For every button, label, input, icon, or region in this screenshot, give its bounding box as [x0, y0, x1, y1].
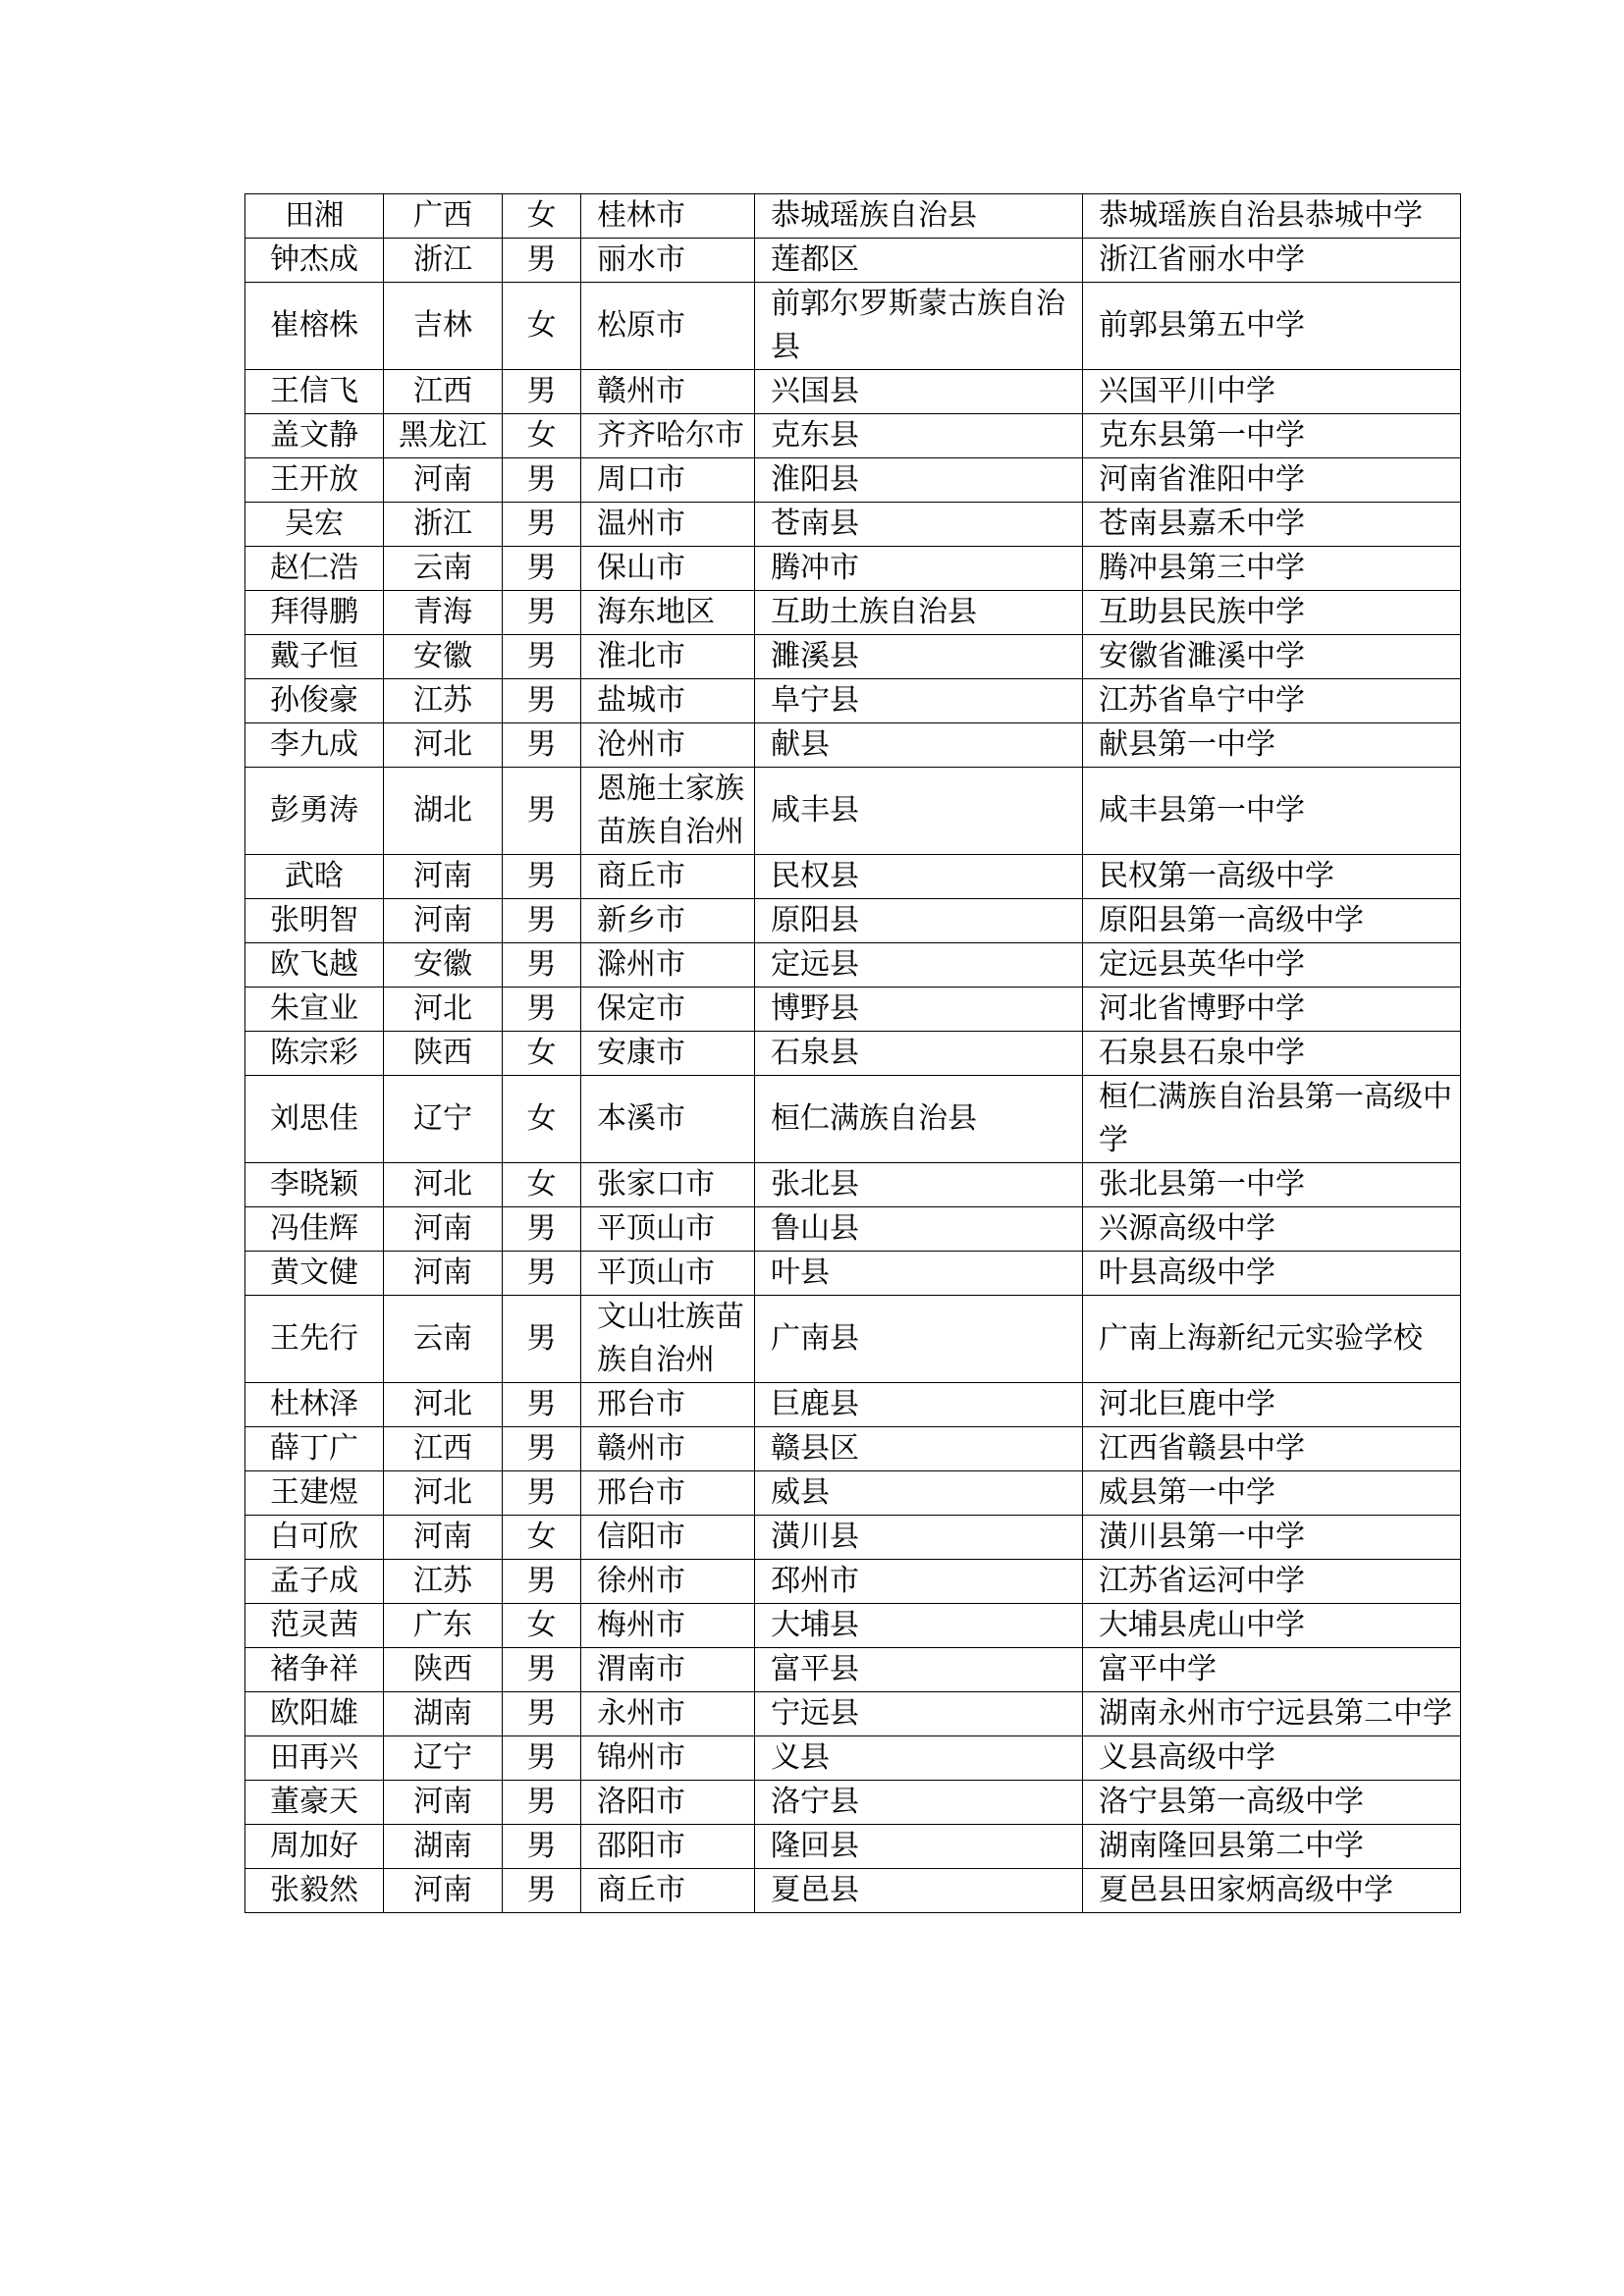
school-cell: 兴源高级中学 — [1083, 1207, 1461, 1252]
school-cell: 威县第一中学 — [1083, 1471, 1461, 1516]
table-row — [245, 899, 1461, 943]
province-cell: 陕西 — [384, 1648, 503, 1692]
table-row — [245, 988, 1461, 1032]
city-cell: 温州市 — [581, 503, 755, 547]
county-cell: 叶县 — [755, 1252, 1083, 1296]
school-cell: 克东县第一中学 — [1083, 414, 1461, 458]
student-name-cell: 白可欣 — [245, 1516, 384, 1560]
school-cell: 潢川县第一中学 — [1083, 1516, 1461, 1560]
gender-cell: 男 — [503, 1296, 581, 1383]
county-cell: 邳州市 — [755, 1560, 1083, 1604]
student-roster-table — [244, 193, 1461, 1913]
school-cell: 安徽省濉溪中学 — [1083, 635, 1461, 679]
county-cell: 潢川县 — [755, 1516, 1083, 1560]
student-name-cell: 杜林泽 — [245, 1383, 384, 1427]
province-cell: 河南 — [384, 458, 503, 503]
province-cell: 河南 — [384, 855, 503, 899]
school-cell: 民权第一高级中学 — [1083, 855, 1461, 899]
gender-cell: 男 — [503, 1427, 581, 1471]
gender-cell: 女 — [503, 194, 581, 239]
student-name-cell: 薛丁广 — [245, 1427, 384, 1471]
school-cell: 前郭县第五中学 — [1083, 283, 1461, 370]
student-name-cell: 孙俊豪 — [245, 679, 384, 723]
province-cell: 黑龙江 — [384, 414, 503, 458]
school-cell: 桓仁满族自治县第一高级中学 — [1083, 1076, 1461, 1163]
city-cell: 邵阳市 — [581, 1825, 755, 1869]
county-cell: 博野县 — [755, 988, 1083, 1032]
student-name-cell: 张毅然 — [245, 1869, 384, 1913]
city-cell: 商丘市 — [581, 1869, 755, 1913]
student-name-cell: 彭勇涛 — [245, 768, 384, 855]
gender-cell: 女 — [503, 1076, 581, 1163]
city-cell: 梅州市 — [581, 1604, 755, 1648]
student-name-cell: 刘思佳 — [245, 1076, 384, 1163]
gender-cell: 男 — [503, 1781, 581, 1825]
school-cell: 广南上海新纪元实验学校 — [1083, 1296, 1461, 1383]
table-row — [245, 1825, 1461, 1869]
county-cell: 赣县区 — [755, 1427, 1083, 1471]
county-cell: 石泉县 — [755, 1032, 1083, 1076]
county-cell: 前郭尔罗斯蒙古族自治县 — [755, 283, 1083, 370]
student-name-cell: 盖文静 — [245, 414, 384, 458]
student-name-cell: 武晗 — [245, 855, 384, 899]
province-cell: 安徽 — [384, 635, 503, 679]
table-row — [245, 768, 1461, 855]
city-cell: 邢台市 — [581, 1383, 755, 1427]
province-cell: 江苏 — [384, 679, 503, 723]
school-cell: 苍南县嘉禾中学 — [1083, 503, 1461, 547]
county-cell: 威县 — [755, 1471, 1083, 1516]
province-cell: 河北 — [384, 1471, 503, 1516]
school-cell: 腾冲县第三中学 — [1083, 547, 1461, 591]
school-cell: 富平中学 — [1083, 1648, 1461, 1692]
county-cell: 原阳县 — [755, 899, 1083, 943]
student-name-cell: 赵仁浩 — [245, 547, 384, 591]
school-cell: 互助县民族中学 — [1083, 591, 1461, 635]
table-row — [245, 283, 1461, 370]
city-cell: 永州市 — [581, 1692, 755, 1736]
student-name-cell: 朱宣业 — [245, 988, 384, 1032]
student-name-cell: 张明智 — [245, 899, 384, 943]
city-cell: 赣州市 — [581, 1427, 755, 1471]
student-name-cell: 钟杰成 — [245, 239, 384, 283]
gender-cell: 男 — [503, 503, 581, 547]
province-cell: 河南 — [384, 1207, 503, 1252]
school-cell: 河北省博野中学 — [1083, 988, 1461, 1032]
province-cell: 江苏 — [384, 1560, 503, 1604]
school-cell: 河南省淮阳中学 — [1083, 458, 1461, 503]
gender-cell: 女 — [503, 1032, 581, 1076]
student-name-cell: 田再兴 — [245, 1736, 384, 1781]
county-cell: 定远县 — [755, 943, 1083, 988]
county-cell: 隆回县 — [755, 1825, 1083, 1869]
province-cell: 广西 — [384, 194, 503, 239]
table-row — [245, 1869, 1461, 1913]
gender-cell: 男 — [503, 855, 581, 899]
gender-cell: 男 — [503, 370, 581, 414]
school-cell: 大埔县虎山中学 — [1083, 1604, 1461, 1648]
province-cell: 陕西 — [384, 1032, 503, 1076]
gender-cell: 男 — [503, 768, 581, 855]
county-cell: 张北县 — [755, 1163, 1083, 1207]
table-row — [245, 855, 1461, 899]
county-cell: 民权县 — [755, 855, 1083, 899]
province-cell: 浙江 — [384, 239, 503, 283]
gender-cell: 男 — [503, 1207, 581, 1252]
gender-cell: 男 — [503, 239, 581, 283]
city-cell: 周口市 — [581, 458, 755, 503]
table-row — [245, 679, 1461, 723]
school-cell: 咸丰县第一中学 — [1083, 768, 1461, 855]
city-cell: 新乡市 — [581, 899, 755, 943]
province-cell: 河南 — [384, 899, 503, 943]
table-row — [245, 635, 1461, 679]
city-cell: 恩施土家族苗族自治州 — [581, 768, 755, 855]
county-cell: 献县 — [755, 723, 1083, 768]
gender-cell: 男 — [503, 1252, 581, 1296]
table-row — [245, 1781, 1461, 1825]
table-row — [245, 1427, 1461, 1471]
student-name-cell: 冯佳辉 — [245, 1207, 384, 1252]
province-cell: 辽宁 — [384, 1736, 503, 1781]
student-name-cell: 范灵茜 — [245, 1604, 384, 1648]
gender-cell: 男 — [503, 1648, 581, 1692]
county-cell: 大埔县 — [755, 1604, 1083, 1648]
gender-cell: 女 — [503, 283, 581, 370]
province-cell: 湖南 — [384, 1692, 503, 1736]
province-cell: 江西 — [384, 370, 503, 414]
province-cell: 河北 — [384, 723, 503, 768]
city-cell: 淮北市 — [581, 635, 755, 679]
gender-cell: 男 — [503, 635, 581, 679]
county-cell: 富平县 — [755, 1648, 1083, 1692]
county-cell: 兴国县 — [755, 370, 1083, 414]
county-cell: 洛宁县 — [755, 1781, 1083, 1825]
student-name-cell: 吴宏 — [245, 503, 384, 547]
table-row — [245, 547, 1461, 591]
student-name-cell: 崔榕株 — [245, 283, 384, 370]
school-cell: 夏邑县田家炳高级中学 — [1083, 1869, 1461, 1913]
gender-cell: 男 — [503, 679, 581, 723]
table-row — [245, 503, 1461, 547]
student-name-cell: 王建煜 — [245, 1471, 384, 1516]
table-row — [245, 1207, 1461, 1252]
table-row — [245, 1471, 1461, 1516]
gender-cell: 男 — [503, 591, 581, 635]
city-cell: 渭南市 — [581, 1648, 755, 1692]
school-cell: 义县高级中学 — [1083, 1736, 1461, 1781]
gender-cell: 男 — [503, 1471, 581, 1516]
table-row — [245, 1604, 1461, 1648]
county-cell: 腾冲市 — [755, 547, 1083, 591]
student-name-cell: 田湘 — [245, 194, 384, 239]
school-cell: 湖南永州市宁远县第二中学 — [1083, 1692, 1461, 1736]
city-cell: 保定市 — [581, 988, 755, 1032]
school-cell: 原阳县第一高级中学 — [1083, 899, 1461, 943]
student-name-cell: 欧阳雄 — [245, 1692, 384, 1736]
gender-cell: 男 — [503, 723, 581, 768]
province-cell: 辽宁 — [384, 1076, 503, 1163]
city-cell: 丽水市 — [581, 239, 755, 283]
city-cell: 信阳市 — [581, 1516, 755, 1560]
gender-cell: 女 — [503, 1604, 581, 1648]
table-row — [245, 1648, 1461, 1692]
school-cell: 张北县第一中学 — [1083, 1163, 1461, 1207]
province-cell: 广东 — [384, 1604, 503, 1648]
city-cell: 滁州市 — [581, 943, 755, 988]
city-cell: 海东地区 — [581, 591, 755, 635]
table-row — [245, 1692, 1461, 1736]
gender-cell: 男 — [503, 547, 581, 591]
city-cell: 齐齐哈尔市 — [581, 414, 755, 458]
county-cell: 夏邑县 — [755, 1869, 1083, 1913]
county-cell: 鲁山县 — [755, 1207, 1083, 1252]
student-name-cell: 拜得鹏 — [245, 591, 384, 635]
table-row — [245, 458, 1461, 503]
table-row — [245, 370, 1461, 414]
city-cell: 保山市 — [581, 547, 755, 591]
student-name-cell: 周加好 — [245, 1825, 384, 1869]
county-cell: 桓仁满族自治县 — [755, 1076, 1083, 1163]
table-row — [245, 1736, 1461, 1781]
city-cell: 沧州市 — [581, 723, 755, 768]
school-cell: 江苏省阜宁中学 — [1083, 679, 1461, 723]
city-cell: 赣州市 — [581, 370, 755, 414]
province-cell: 安徽 — [384, 943, 503, 988]
student-name-cell: 陈宗彩 — [245, 1032, 384, 1076]
city-cell: 安康市 — [581, 1032, 755, 1076]
table-row — [245, 1560, 1461, 1604]
school-cell: 湖南隆回县第二中学 — [1083, 1825, 1461, 1869]
student-name-cell: 欧飞越 — [245, 943, 384, 988]
gender-cell: 男 — [503, 899, 581, 943]
school-cell: 兴国平川中学 — [1083, 370, 1461, 414]
city-cell: 商丘市 — [581, 855, 755, 899]
student-name-cell: 李晓颖 — [245, 1163, 384, 1207]
county-cell: 宁远县 — [755, 1692, 1083, 1736]
province-cell: 河南 — [384, 1781, 503, 1825]
province-cell: 河北 — [384, 1163, 503, 1207]
county-cell: 义县 — [755, 1736, 1083, 1781]
student-name-cell: 王信飞 — [245, 370, 384, 414]
province-cell: 河南 — [384, 1516, 503, 1560]
school-cell: 恭城瑶族自治县恭城中学 — [1083, 194, 1461, 239]
province-cell: 河北 — [384, 1383, 503, 1427]
province-cell: 浙江 — [384, 503, 503, 547]
city-cell: 平顶山市 — [581, 1252, 755, 1296]
table-row — [245, 1163, 1461, 1207]
table-row — [245, 1076, 1461, 1163]
province-cell: 吉林 — [384, 283, 503, 370]
city-cell: 文山壮族苗族自治州 — [581, 1296, 755, 1383]
table-row — [245, 1252, 1461, 1296]
table-row — [245, 1296, 1461, 1383]
province-cell: 河南 — [384, 1252, 503, 1296]
city-cell: 桂林市 — [581, 194, 755, 239]
table-row — [245, 239, 1461, 283]
school-cell: 浙江省丽水中学 — [1083, 239, 1461, 283]
school-cell: 叶县高级中学 — [1083, 1252, 1461, 1296]
table-row — [245, 1516, 1461, 1560]
province-cell: 湖北 — [384, 768, 503, 855]
school-cell: 洛宁县第一高级中学 — [1083, 1781, 1461, 1825]
city-cell: 锦州市 — [581, 1736, 755, 1781]
school-cell: 定远县英华中学 — [1083, 943, 1461, 988]
province-cell: 河南 — [384, 1869, 503, 1913]
roster-body — [245, 194, 1461, 1913]
county-cell: 淮阳县 — [755, 458, 1083, 503]
province-cell: 云南 — [384, 547, 503, 591]
city-cell: 徐州市 — [581, 1560, 755, 1604]
county-cell: 恭城瑶族自治县 — [755, 194, 1083, 239]
gender-cell: 男 — [503, 1736, 581, 1781]
table-row — [245, 414, 1461, 458]
student-name-cell: 孟子成 — [245, 1560, 384, 1604]
county-cell: 互助土族自治县 — [755, 591, 1083, 635]
city-cell: 平顶山市 — [581, 1207, 755, 1252]
city-cell: 松原市 — [581, 283, 755, 370]
county-cell: 苍南县 — [755, 503, 1083, 547]
gender-cell: 男 — [503, 988, 581, 1032]
student-name-cell: 褚争祥 — [245, 1648, 384, 1692]
province-cell: 湖南 — [384, 1825, 503, 1869]
county-cell: 莲都区 — [755, 239, 1083, 283]
city-cell: 洛阳市 — [581, 1781, 755, 1825]
table-row — [245, 1383, 1461, 1427]
student-name-cell: 戴子恒 — [245, 635, 384, 679]
city-cell: 盐城市 — [581, 679, 755, 723]
school-cell: 江苏省运河中学 — [1083, 1560, 1461, 1604]
table-row — [245, 943, 1461, 988]
table-row — [245, 194, 1461, 239]
gender-cell: 男 — [503, 1560, 581, 1604]
county-cell: 濉溪县 — [755, 635, 1083, 679]
school-cell: 献县第一中学 — [1083, 723, 1461, 768]
province-cell: 河北 — [384, 988, 503, 1032]
gender-cell: 女 — [503, 1163, 581, 1207]
table-row — [245, 591, 1461, 635]
gender-cell: 男 — [503, 458, 581, 503]
student-name-cell: 王开放 — [245, 458, 384, 503]
table-row — [245, 723, 1461, 768]
city-cell: 本溪市 — [581, 1076, 755, 1163]
province-cell: 云南 — [384, 1296, 503, 1383]
county-cell: 阜宁县 — [755, 679, 1083, 723]
gender-cell: 男 — [503, 1383, 581, 1427]
school-cell: 石泉县石泉中学 — [1083, 1032, 1461, 1076]
county-cell: 广南县 — [755, 1296, 1083, 1383]
student-name-cell: 董豪天 — [245, 1781, 384, 1825]
city-cell: 张家口市 — [581, 1163, 755, 1207]
gender-cell: 女 — [503, 1516, 581, 1560]
province-cell: 青海 — [384, 591, 503, 635]
province-cell: 江西 — [384, 1427, 503, 1471]
student-name-cell: 王先行 — [245, 1296, 384, 1383]
student-name-cell: 黄文健 — [245, 1252, 384, 1296]
city-cell: 邢台市 — [581, 1471, 755, 1516]
county-cell: 咸丰县 — [755, 768, 1083, 855]
student-name-cell: 李九成 — [245, 723, 384, 768]
county-cell: 巨鹿县 — [755, 1383, 1083, 1427]
school-cell: 江西省赣县中学 — [1083, 1427, 1461, 1471]
school-cell: 河北巨鹿中学 — [1083, 1383, 1461, 1427]
county-cell: 克东县 — [755, 414, 1083, 458]
gender-cell: 男 — [503, 1869, 581, 1913]
gender-cell: 男 — [503, 1825, 581, 1869]
table-row — [245, 1032, 1461, 1076]
gender-cell: 女 — [503, 414, 581, 458]
gender-cell: 男 — [503, 943, 581, 988]
gender-cell: 男 — [503, 1692, 581, 1736]
